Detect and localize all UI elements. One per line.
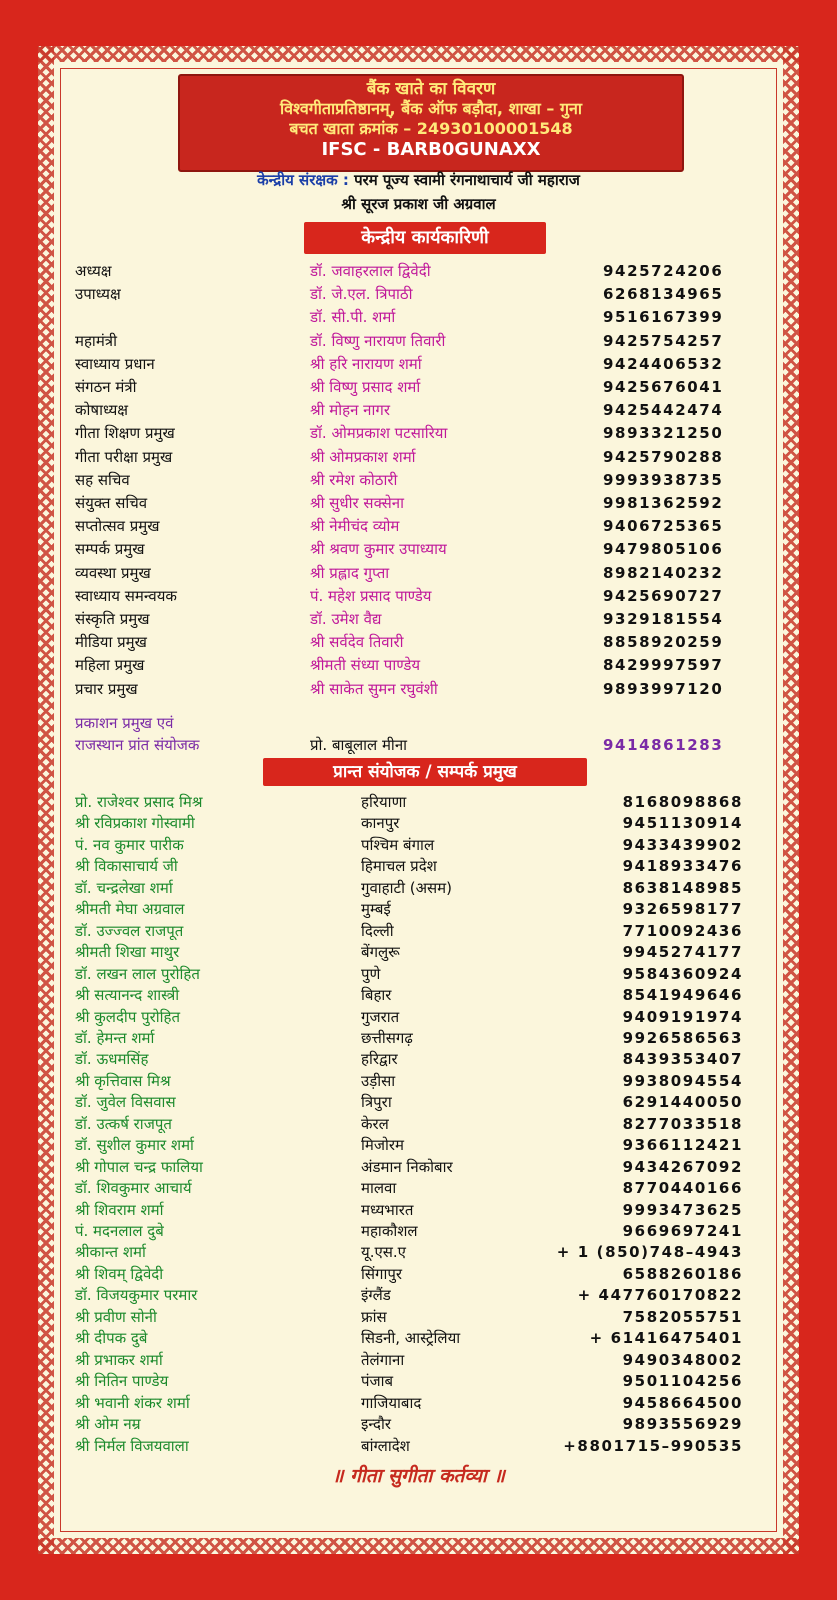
region-name: यू.एस.ए — [361, 1243, 406, 1262]
region-name: बांग्लादेश — [361, 1436, 410, 1455]
regional-row — [38, 1200, 799, 1221]
regional-row — [38, 1028, 799, 1049]
member-name: पं. महेश प्रसाद पाण्डेय — [310, 586, 432, 605]
member-name: डॉ. ओमप्रकाश पटसारिया — [310, 424, 448, 443]
phone-number: + 1 (850)748–4943 — [556, 1243, 743, 1262]
executive-row — [38, 353, 799, 376]
bank-account: बचत खाता क्रमांक – 24930100001548 — [289, 119, 573, 138]
role-label: प्रचार प्रमुख — [75, 679, 138, 698]
executive-row — [38, 562, 799, 585]
coordinator-name: श्रीकान्त शर्मा — [75, 1243, 146, 1262]
region-name: तेलंगाना — [361, 1350, 405, 1369]
regional-row — [38, 1393, 799, 1414]
phone-number: 9501104256 — [622, 1372, 743, 1391]
regional-row — [38, 835, 799, 856]
special-name: प्रो. बाबूलाल मीना — [310, 736, 408, 754]
region-name: इन्दौर — [361, 1415, 391, 1434]
phone-number: 9945274177 — [622, 943, 743, 962]
phone-number: 8638148985 — [622, 878, 743, 897]
phone-number: 9479805106 — [603, 540, 724, 559]
role-label: व्यवस्था प्रमुख — [75, 563, 151, 582]
member-name: श्री प्रह्लाद गुप्ता — [310, 563, 390, 582]
coordinator-name: श्री सत्यानन्द शास्त्री — [75, 986, 180, 1005]
executive-row — [38, 515, 799, 538]
phone-number: 9424406532 — [603, 354, 724, 373]
executive-title: केन्द्रीय कार्यकारिणी — [304, 222, 546, 254]
role-label: संयुक्त सचिव — [75, 494, 148, 512]
bank-line1: विश्वगीताप्रतिष्ठानम्, बैंक ऑफ बड़ौदा, शाखा – गुना — [279, 99, 582, 118]
phone-number: 7582055751 — [622, 1307, 743, 1326]
phone-number: 9425754257 — [603, 331, 724, 350]
member-name: डॉ. उमेश वैद्य — [310, 610, 382, 628]
regional-row — [38, 1092, 799, 1113]
phone-number: 9366112421 — [622, 1136, 743, 1155]
phone-number: 9425676041 — [603, 378, 724, 396]
phone-number: 8277033518 — [622, 1114, 743, 1133]
regional-row — [38, 985, 799, 1006]
coordinator-name: श्री विकासाचार्य जी — [75, 857, 178, 876]
regional-row — [38, 964, 799, 985]
coordinator-name: प्रो. राजेश्वर प्रसाद मिश्र — [75, 793, 203, 811]
member-name: डॉ. विष्णु नारायण तिवारी — [310, 331, 446, 350]
region-name: मालवा — [361, 1179, 397, 1198]
regional-row — [38, 1350, 799, 1371]
coordinator-name: श्री शिवराम शर्मा — [75, 1200, 164, 1219]
executive-special-row2 — [38, 734, 799, 757]
regional-row — [38, 1221, 799, 1242]
phone-number: 6291440050 — [622, 1093, 743, 1112]
coordinator-name: डॉ. सुशील कुमार शर्मा — [75, 1136, 194, 1155]
role-label: सम्पर्क प्रमुख — [75, 540, 145, 559]
region-name: मिजोरम — [361, 1136, 404, 1155]
region-name: सिंगापुर — [361, 1264, 403, 1283]
phone-number: 7710092436 — [622, 921, 743, 940]
regional-row — [38, 1007, 799, 1028]
coordinator-name: डॉ. लखन लाल पुरोहित — [75, 964, 200, 983]
regional-row — [38, 1264, 799, 1285]
role-label: गीता शिक्षण प्रमुख — [75, 424, 175, 443]
region-name: कानपुर — [361, 814, 400, 833]
regional-row — [38, 1135, 799, 1156]
region-name: पश्चिम बंगाल — [361, 835, 435, 854]
region-name: सिडनी, आस्ट्रेलिया — [361, 1329, 461, 1348]
coordinator-name: श्रीमती शिखा माथुर — [75, 943, 180, 962]
regional-row — [38, 1436, 799, 1457]
role-label: अध्यक्ष — [75, 262, 112, 280]
regional-row — [38, 899, 799, 920]
role-label: संस्कृति प्रमुख — [75, 610, 150, 628]
region-name: मध्यभारत — [361, 1200, 414, 1219]
member-name: डॉ. सी.पी. शर्मा — [310, 308, 396, 327]
executive-row — [38, 469, 799, 492]
phone-number: 9409191974 — [622, 1007, 743, 1026]
regional-row — [38, 1178, 799, 1199]
region-name: गुजरात — [361, 1007, 400, 1026]
regional-row — [38, 1414, 799, 1435]
role-label: स्वाध्याय समन्वयक — [75, 586, 177, 605]
coordinator-name: डॉ. हेमन्त शर्मा — [75, 1028, 155, 1047]
executive-row — [38, 446, 799, 469]
member-name: श्री मोहन नागर — [310, 401, 390, 420]
executive-row — [38, 330, 799, 353]
region-name: उड़ीसा — [361, 1071, 396, 1090]
patron-label: केन्द्रीय संरक्षक : — [257, 171, 349, 189]
role-label: सह सचिव — [75, 470, 130, 489]
phone-number: + 447760170822 — [577, 1286, 743, 1305]
phone-number: 9406725365 — [603, 517, 724, 536]
region-name: छत्तीसगढ़ — [361, 1028, 413, 1047]
phone-number: 9893556929 — [622, 1415, 743, 1434]
region-name: अंडमान निकोबार — [361, 1157, 453, 1176]
phone-number: 9938094554 — [622, 1071, 743, 1090]
region-name: केरल — [361, 1114, 389, 1133]
regional-row — [38, 1242, 799, 1263]
executive-row — [38, 654, 799, 677]
coordinator-name: श्री प्रभाकर शर्मा — [75, 1350, 163, 1369]
member-name: श्री रमेश कोठारी — [310, 470, 398, 489]
regional-row — [38, 921, 799, 942]
coordinator-name: श्री रविप्रकाश गोस्वामी — [75, 814, 195, 833]
role-label: संगठन मंत्री — [75, 378, 137, 396]
region-name: दिल्ली — [361, 921, 394, 940]
regional-row — [38, 942, 799, 963]
phone-number: 9584360924 — [622, 964, 743, 983]
role-label: स्वाध्याय प्रधान — [75, 354, 155, 373]
top-border — [38, 46, 799, 62]
region-name: मुम्बई — [361, 900, 391, 919]
phone-number: 9893321250 — [603, 424, 724, 443]
bank-ifsc: IFSC - BARB0GUNAXX — [321, 139, 541, 160]
phone-number: 9926586563 — [622, 1028, 743, 1047]
member-name: श्रीमती संध्या पाण्डेय — [310, 656, 421, 675]
coordinator-name: श्री गोपाल चन्द्र फालिया — [75, 1157, 203, 1176]
region-name: फ्रांस — [361, 1307, 387, 1326]
member-name: श्री श्रवण कुमार उपाध्याय — [310, 540, 447, 559]
member-name: श्री सुधीर सक्सेना — [310, 494, 405, 512]
coordinator-name: डॉ. विजयकुमार परमार — [75, 1286, 198, 1305]
member-name: श्री ओमप्रकाश शर्मा — [310, 447, 416, 466]
region-name: महाकौशल — [361, 1222, 418, 1240]
phone-number: +8801715–990535 — [563, 1436, 743, 1455]
region-name: हरियाणा — [361, 793, 407, 811]
motto: ॥ गीता सुगीता कर्तव्या ॥ — [332, 1465, 505, 1487]
coordinator-name: श्री कृत्तिवास मिश्र — [75, 1071, 171, 1090]
phone-number: 9993938735 — [603, 470, 724, 489]
role-label: सप्तोत्सव प्रमुख — [75, 517, 160, 536]
regional-row — [38, 878, 799, 899]
regional-row — [38, 856, 799, 877]
phone-number: 6588260186 — [622, 1264, 743, 1283]
phone-number: 8429997597 — [603, 656, 724, 675]
role-label: कोषाध्यक्ष — [75, 401, 129, 420]
coordinator-name: डॉ. चन्द्रलेखा शर्मा — [75, 878, 173, 897]
phone-number: 9458664500 — [622, 1393, 743, 1412]
coordinator-name: श्री नितिन पाण्डेय — [75, 1372, 169, 1391]
coordinator-name: श्री कुलदीप पुरोहित — [75, 1007, 181, 1026]
coordinator-name: श्री ओम नम्र — [75, 1415, 141, 1434]
phone-number: 8439353407 — [622, 1050, 743, 1069]
phone-number: 9981362592 — [603, 494, 724, 512]
member-name: श्री साकेत सुमन रघुवंशी — [310, 679, 438, 698]
region-name: पुणे — [361, 964, 381, 983]
executive-row — [38, 283, 799, 306]
member-name: श्री सर्वदेव तिवारी — [310, 633, 404, 652]
coordinator-name: श्री दीपक दुबे — [75, 1329, 148, 1348]
patron-line — [38, 170, 799, 190]
executive-special-row1 — [38, 712, 799, 735]
phone-number: 9434267092 — [622, 1157, 743, 1176]
phone-number: 9418933476 — [622, 857, 743, 876]
phone-number: 9425442474 — [603, 401, 724, 420]
member-name: श्री विष्णु प्रसाद शर्मा — [310, 378, 421, 396]
coordinator-name: पं. मदनलाल दुबे — [75, 1222, 164, 1240]
phone-number: 9516167399 — [603, 308, 724, 327]
region-name: हिमाचल प्रदेश — [361, 857, 437, 876]
member-name: श्री हरि नारायण शर्मा — [310, 354, 422, 373]
phone-number: 9425690727 — [603, 586, 724, 605]
phone-number: 9669697241 — [622, 1222, 743, 1240]
role-label: महामंत्री — [75, 331, 117, 350]
phone-number: 6268134965 — [603, 285, 724, 304]
member-name: डॉ. जे.एल. त्रिपाठी — [310, 285, 413, 304]
executive-row — [38, 585, 799, 608]
bank-details-box — [178, 74, 684, 172]
region-name: बेंगलुरू — [361, 943, 400, 962]
coordinator-name: श्री निर्मल विजयवाला — [75, 1436, 189, 1455]
coordinator-name: डॉ. शिवकुमार आचार्य — [75, 1179, 192, 1198]
executive-row — [38, 608, 799, 631]
patron-second: श्री सूरज प्रकाश जी अग्रवाल — [341, 195, 496, 213]
regional-row — [38, 813, 799, 834]
region-name: हरिद्वार — [361, 1050, 398, 1069]
executive-row — [38, 306, 799, 329]
phone-number: 9451130914 — [622, 814, 743, 833]
coordinator-name: डॉ. उत्कर्ष राजपूत — [75, 1114, 172, 1133]
role-label: मीडिया प्रमुख — [75, 633, 147, 652]
phone-number: 9329181554 — [603, 610, 724, 628]
coordinator-name: डॉ. ऊधमसिंह — [75, 1050, 149, 1069]
region-name: पंजाब — [361, 1372, 394, 1391]
member-name: श्री नेमीचंद व्योम — [310, 517, 400, 536]
coordinator-name: श्री शिवम् द्विवेदी — [75, 1264, 164, 1283]
region-name: त्रिपुरा — [361, 1093, 392, 1112]
regional-row — [38, 792, 799, 813]
regional-row — [38, 1071, 799, 1092]
phone-number: 8168098868 — [622, 793, 743, 811]
patron-name: परम पूज्य स्वामी रंगनाथाचार्य जी महाराज — [354, 171, 580, 189]
bank-title: बैंक खाते का विवरण — [366, 79, 496, 99]
region-name: इंग्लैंड — [361, 1286, 391, 1305]
executive-row — [38, 399, 799, 422]
executive-row — [38, 422, 799, 445]
phone-number: 8770440166 — [622, 1179, 743, 1198]
coordinator-name: डॉ. उज्ज्वल राजपूत — [75, 921, 184, 940]
role-label: उपाध्यक्ष — [75, 285, 121, 304]
coordinator-name: डॉ. जुवेल विसवास — [75, 1093, 176, 1112]
regional-row — [38, 1328, 799, 1349]
executive-row — [38, 631, 799, 654]
region-name: गुवाहाटी (असम) — [361, 878, 453, 897]
phone-number: 9425790288 — [603, 447, 724, 466]
phone-number: 8541949646 — [622, 986, 743, 1005]
phone-number: 9893997120 — [603, 679, 724, 698]
special-role1: प्रकाशन प्रमुख एवं — [75, 714, 174, 732]
regional-row — [38, 1371, 799, 1392]
executive-row — [38, 538, 799, 561]
phone-number: 9993473625 — [622, 1200, 743, 1219]
executive-row — [38, 492, 799, 515]
regional-title: प्रान्त संयोजक / सम्पर्क प्रमुख — [263, 758, 587, 786]
phone-number: + 61416475401 — [589, 1329, 743, 1348]
phone-number: 8982140232 — [603, 563, 724, 582]
regional-row — [38, 1157, 799, 1178]
special-phone: 9414861283 — [603, 736, 724, 754]
coordinator-name: श्रीमती मेघा अग्रवाल — [75, 900, 185, 919]
coordinator-name: पं. नव कुमार पारीक — [75, 835, 184, 854]
executive-row — [38, 260, 799, 283]
region-name: बिहार — [361, 986, 392, 1005]
executive-row — [38, 678, 799, 701]
phone-number: 8858920259 — [603, 633, 724, 652]
special-role2: राजस्थान प्रांत संयोजक — [75, 736, 200, 754]
regional-row — [38, 1285, 799, 1306]
bottom-border — [38, 1538, 799, 1554]
regional-row — [38, 1307, 799, 1328]
phone-number: 9490348002 — [622, 1350, 743, 1369]
role-label: महिला प्रमुख — [75, 656, 145, 675]
regional-row — [38, 1049, 799, 1070]
phone-number: 9433439902 — [622, 835, 743, 854]
phone-number: 9326598177 — [622, 900, 743, 919]
coordinator-name: श्री भवानी शंकर शर्मा — [75, 1393, 190, 1412]
region-name: गाजियाबाद — [361, 1393, 422, 1412]
phone-number: 9425724206 — [603, 262, 724, 280]
coordinator-name: श्री प्रवीण सोनी — [75, 1307, 157, 1326]
sheet — [38, 46, 799, 1554]
role-label: गीता परीक्षा प्रमुख — [75, 447, 173, 466]
executive-row — [38, 376, 799, 399]
regional-row — [38, 1114, 799, 1135]
member-name: डॉ. जवाहरलाल द्विवेदी — [310, 262, 431, 280]
